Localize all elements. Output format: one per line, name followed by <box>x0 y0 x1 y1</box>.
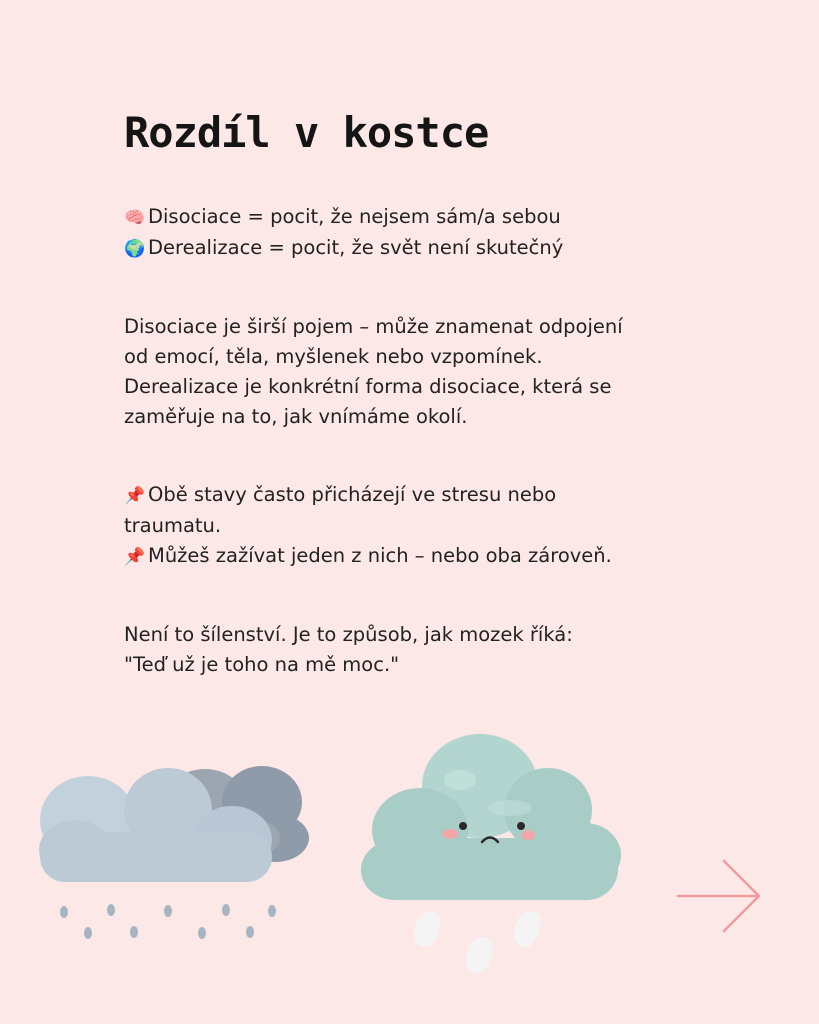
content-body <box>124 202 764 680</box>
closing-quote: "Teď už je toho na mě moc." <box>124 653 400 676</box>
note-text: Můžeš zažívat jeden z nich – nebo oba zároveň. <box>148 544 612 567</box>
explanation-line: Derealizace je konkrétní forma disociace, která se <box>124 375 612 398</box>
definition-text: Disociace = pocit, že nejsem sám/a sebou <box>148 205 561 228</box>
closing-line: Není to šílenství. Je to způsob, jak mozek říká: <box>124 623 573 646</box>
explanation-line: zaměřuje na to, jak vnímáme okolí. <box>124 405 468 428</box>
clouds-illustration <box>0 720 660 990</box>
notes <box>124 480 764 572</box>
pushpin-icon: 📌 <box>124 486 146 506</box>
sad-cloud-icon <box>361 734 621 900</box>
explanation-paragraph <box>124 312 764 432</box>
definitions <box>124 202 764 264</box>
globe-icon: 🌍 <box>124 239 146 259</box>
page-title: Rozdíl v kostce <box>124 108 489 157</box>
brain-icon: 🧠 <box>124 208 146 228</box>
note-text-continued: traumatu. <box>124 514 222 537</box>
definition-derealization <box>124 233 764 264</box>
closing-paragraph <box>124 620 764 680</box>
note-text: Obě stavy často přicházejí ve stresu nebo <box>148 483 557 506</box>
definition-dissociation <box>124 202 764 233</box>
note-both <box>124 541 764 572</box>
explanation-line: Disociace je širší pojem – může znamenat odpojení <box>124 315 623 338</box>
arrow-right-icon[interactable] <box>676 858 766 938</box>
pushpin-icon: 📌 <box>124 547 146 567</box>
note-stress <box>124 480 764 511</box>
explanation-line: od emocí, těla, myšlenek nebo vzpomínek. <box>124 345 543 368</box>
definition-text: Derealizace = pocit, že svět není skutečný <box>148 236 564 259</box>
raindrops <box>60 904 276 939</box>
white-raindrops <box>414 911 541 973</box>
